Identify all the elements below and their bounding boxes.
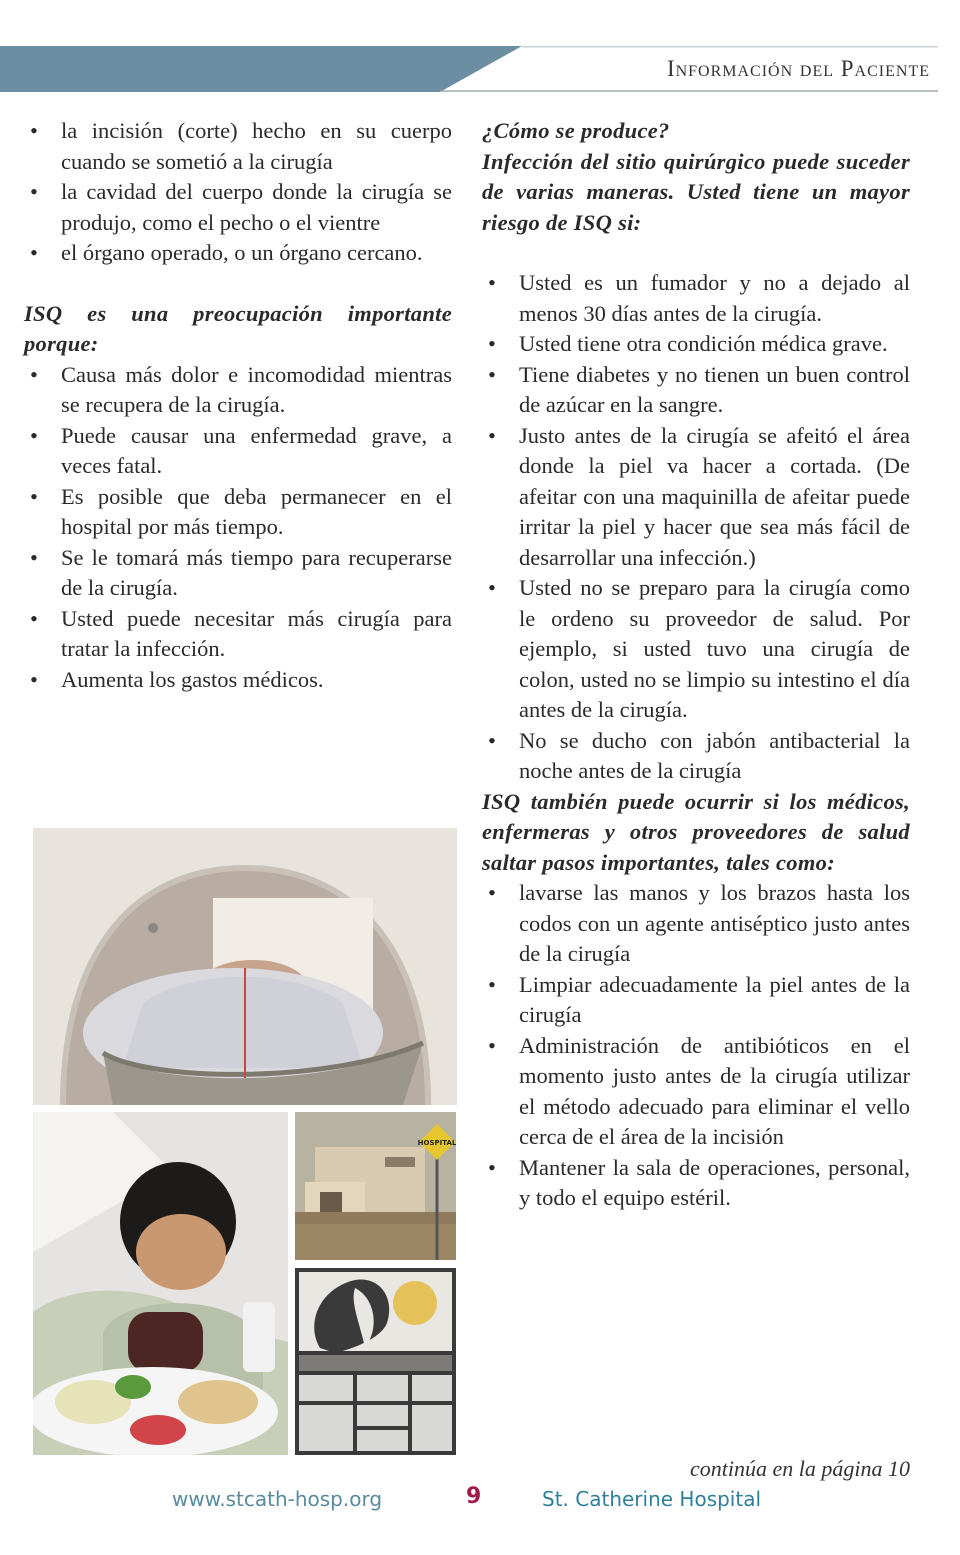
website-link[interactable]: www.stcath-hosp.org — [172, 1487, 383, 1511]
list-item: • la cavidad del cuerpo donde la cirugía se produjo, como el pecho o el vientre — [24, 177, 452, 238]
staff-heading: ISQ también puede ocurrir si los médicos, enfermeras y otros proveedores de salud saltar pasos importantes, tales como: — [482, 788, 910, 875]
list-item: • Puede causar una enfermedad grave, a veces fatal. — [24, 421, 452, 482]
list-item: • Administración de antibióticos en el momento justo antes de la cirugía utilizar el método adecuado para eliminar el vello cerca de el área de la incisión — [482, 1031, 910, 1153]
list-item: • Tiene diabetes y no tienen un buen control de azúcar en la sangre. — [482, 360, 910, 421]
how-intro: Infección del sitio quirúrgico puede suceder de varias maneras. Usted tiene un mayor riesgo de ISQ si: — [482, 148, 910, 235]
ct-scan-photo — [33, 828, 457, 1105]
how-heading: ¿Cómo se produce? — [482, 118, 670, 143]
list-item: • Es posible que deba permanecer en el hospital por más tiempo. — [24, 482, 452, 543]
list-item: • Aumenta los gastos médicos. — [24, 665, 452, 696]
hospital-name: St. Catherine Hospital — [542, 1487, 762, 1511]
list-item: • Mantener la sala de operaciones, personal, y todo el equipo estéril. — [482, 1153, 910, 1214]
list-item: • Usted es un fumador y no a dejado al menos 30 días antes de la cirugía. — [482, 268, 910, 329]
list-item: • Usted tiene otra condición médica grave. — [482, 329, 910, 360]
list-item: • el órgano operado, o un órgano cercano. — [24, 238, 452, 269]
list-item: • lavarse las manos y los brazos hasta los codos con un agente antiséptico justo antes de la cirugía — [482, 878, 910, 970]
page-header-title: Información del Paciente — [666, 56, 930, 81]
hospital-sign: HOSPITAL — [417, 1139, 456, 1147]
list-item: • Se le tomará más tiempo para recuperarse de la cirugía. — [24, 543, 452, 604]
list-item: • Causa más dolor e incomodidad mientras se recupera de la cirugía. — [24, 360, 452, 421]
list-item: • Justo antes de la cirugía se afeitó el área donde la piel va hacer a cortada. (De afeitar con una maquinilla de afeitar puede irritar la piel y hacer que sea más fácil de desarrollar una infección.) — [482, 421, 910, 574]
child-meal-photo — [33, 1112, 288, 1455]
risk-list — [482, 268, 910, 787]
left-column — [24, 116, 452, 695]
hospital-building-photo — [295, 1112, 456, 1260]
right-column — [482, 116, 910, 1214]
list-item: • Usted no se preparo para la cirugía como le ordeno su proveedor de salud. Por ejemplo, si usted tuvo una cirugía de colon, usted no se limpio su intestino el día antes de la cirugía. — [482, 573, 910, 726]
stained-glass-photo — [295, 1268, 456, 1455]
incision-list — [24, 116, 452, 269]
staff-list — [482, 878, 910, 1214]
list-item: • Limpiar adecuadamente la piel antes de la cirugía — [482, 970, 910, 1031]
continued-note: continúa en la página 10 — [690, 1456, 910, 1481]
concern-heading: ISQ es una preocupación importante porque: — [24, 300, 452, 356]
page-number: 9 — [466, 1484, 482, 1509]
list-item: • No se ducho con jabón antibacterial la noche antes de la cirugía — [482, 726, 910, 787]
concern-list — [24, 360, 452, 696]
list-item: • la incisión (corte) hecho en su cuerpo cuando se sometió a la cirugía — [24, 116, 452, 177]
list-item: • Usted puede necesitar más cirugía para tratar la infección. — [24, 604, 452, 665]
